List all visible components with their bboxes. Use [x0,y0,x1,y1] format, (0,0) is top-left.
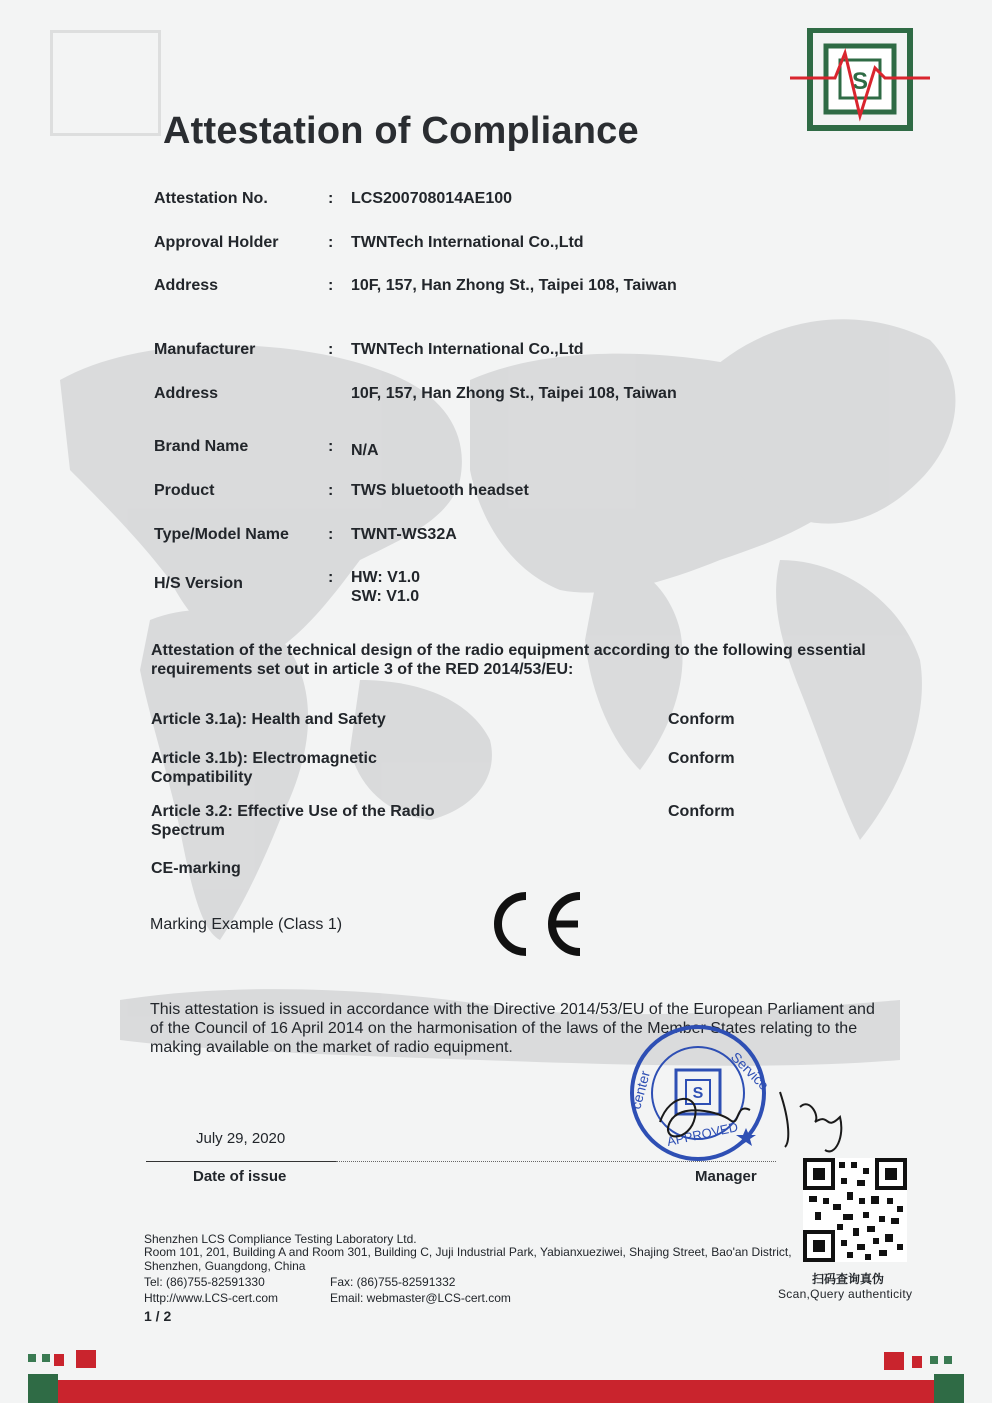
field-value-product: TWS bluetooth headset [351,482,529,499]
decor-square [54,1354,64,1366]
decor-square [884,1352,904,1370]
qr-code[interactable] [803,1158,907,1262]
lab-name: Shenzhen LCS Compliance Testing Laboratory Ltd. [144,1232,417,1246]
date-of-issue-label: Date of issue [193,1168,287,1185]
decor-square [42,1354,50,1362]
field-value-hw-version: HW: V1.0 [351,569,421,586]
intro-line-1: Attestation of the technical design of the radio equipment according to the following essential [151,642,866,659]
marking-example-label: Marking Example (Class 1) [150,916,343,933]
field-value-model-name: TWNT-WS32A [351,526,457,543]
qr-caption-chinese: 扫码查询真伪 [812,1272,885,1286]
article-line: Compatibility [151,769,253,786]
field-colon: : [328,482,334,499]
directive-paragraph [150,1000,930,1057]
stamp-top-text: Service [727,1048,773,1094]
field-label-manufacturer: Manufacturer [154,341,256,358]
bottom-green-strip [28,1374,58,1403]
field-colon: : [328,438,334,455]
essential-requirements-intro [151,641,931,679]
manager-label: Manager [695,1168,757,1185]
field-label-manufacturer-address: Address [154,385,219,402]
decor-square [912,1356,922,1368]
field-label-model-name: Type/Model Name [154,526,289,543]
ce-mark-icon [488,888,588,960]
field-colon: : [328,569,334,586]
signature-line [336,1161,776,1162]
directive-line-3: making available on the market of radio equipment. [150,1039,513,1056]
field-label-hs-version: H/S Version [154,575,243,592]
field-label-attestation-no: Attestation No. [154,190,268,207]
article-3-1a-status: Conform [668,711,735,728]
lab-telephone: Tel: (86)755-82591330 [144,1275,265,1289]
page-number: 1 / 2 [144,1308,172,1324]
faint-logo-watermark [50,30,161,136]
decor-square [930,1356,938,1364]
field-colon: : [328,526,334,543]
field-value-sw-version: SW: V1.0 [351,588,420,605]
field-colon: : [328,234,334,251]
field-value-address: 10F, 157, Han Zhong St., Taipei 108, Taiwan [351,277,677,294]
ce-marking-label: CE-marking [151,860,241,877]
field-colon: : [328,277,334,294]
article-3-2-label [151,802,435,840]
lab-fax: Fax: (86)755-82591332 [330,1275,456,1289]
bottom-green-strip [934,1374,964,1403]
field-label-brand-name: Brand Name [154,438,249,455]
bottom-red-bar [58,1380,934,1403]
lab-address-line-2: Shenzhen, Guangdong, China [144,1259,306,1273]
article-line: Spectrum [151,822,225,839]
lab-address-line-1: Room 101, 201, Building A and Room 301, Building C, Juji Industrial Park, Yabianxueziwei, Shajing Street, Bao'an District, [144,1245,792,1259]
directive-line-1: This attestation is issued in accordance with the Directive 2014/53/EU of the European Parliament and [150,1001,875,1018]
article-3-1b-status: Conform [668,750,735,767]
stamp-left-text: center [627,1069,653,1111]
lcs-logo [790,28,930,133]
field-colon: : [328,341,334,358]
logo-letter-s: S [851,68,869,95]
article-3-1a-label [151,710,386,729]
article-line: Article 3.1b): Electromagnetic [151,750,377,767]
decor-square [944,1356,952,1364]
stamp-bottom-text: APPROVED [665,1119,740,1149]
decor-square [28,1354,36,1362]
lab-email-link[interactable]: Email: webmaster@LCS-cert.com [330,1291,511,1305]
article-line: Article 3.2: Effective Use of the Radio [151,803,435,820]
page-title: Attestation of Compliance [163,110,639,152]
field-value-brand-name: N/A [351,442,379,459]
field-colon: : [328,190,334,207]
field-value-manufacturer-address: 10F, 157, Han Zhong St., Taipei 108, Taiwan [351,385,677,402]
qr-caption-english: Scan,Query authenticity [778,1287,913,1301]
date-underline [146,1161,336,1162]
article-3-1b-label [151,749,377,787]
lab-website-link[interactable]: Http://www.LCS-cert.com [144,1291,279,1305]
intro-line-2: requirements set out in article 3 of the RED 2014/53/EU: [151,661,574,678]
article-3-2-status: Conform [668,803,735,820]
field-value-approval-holder: TWNTech International Co.,Ltd [351,234,584,251]
issue-date: July 29, 2020 [196,1130,286,1147]
field-label-address: Address [154,277,219,294]
field-label-approval-holder: Approval Holder [154,234,279,251]
article-line: Article 3.1a): Health and Safety [151,711,386,728]
decor-square [76,1350,96,1368]
field-label-product: Product [154,482,215,499]
directive-line-2: of the Council of 16 April 2014 on the harmonisation of the laws of the Member States relating to the [150,1020,858,1037]
field-value-attestation-no: LCS200708014AE100 [351,190,513,207]
stamp-s-letter: S [692,1085,704,1102]
manager-signature [640,1062,860,1162]
field-value-manufacturer: TWNTech International Co.,Ltd [351,341,584,358]
